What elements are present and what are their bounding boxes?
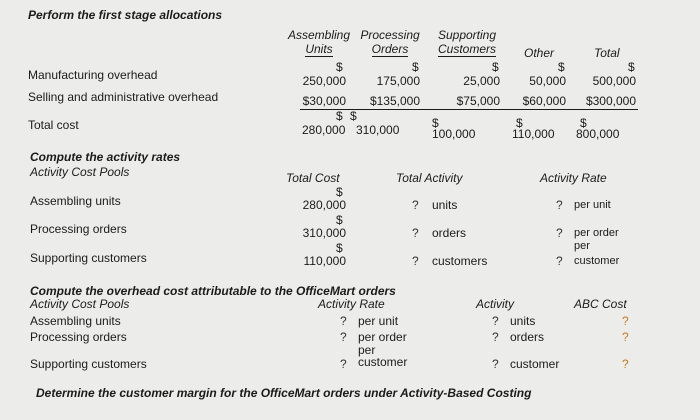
overhead-rate-header: Activity Rate: [318, 297, 385, 311]
rates-cost-value: 110,000: [303, 254, 346, 268]
header-supporting-customers: [434, 28, 500, 57]
rates-rate-unit: per order: [574, 227, 619, 239]
overhead-rate-unit: per: [358, 343, 376, 357]
rates-heading: Compute the activity rates: [30, 150, 181, 164]
mfg-other-value: 50,000: [529, 74, 566, 88]
sa-other-value: $60,000: [522, 94, 566, 108]
dollar-sign: $: [336, 213, 343, 227]
rates-rate-input[interactable]: ?: [556, 254, 563, 268]
overhead-rate-input[interactable]: ?: [340, 330, 347, 344]
mfg-processing-value: 175,000: [376, 74, 420, 88]
rates-activity-unit: units: [432, 198, 458, 212]
overhead-row-label: Processing orders: [30, 330, 127, 344]
rates-activity-rate-header: Activity Rate: [540, 171, 607, 185]
rates-total-cost-header: Total Cost: [286, 171, 340, 185]
overhead-activity-input[interactable]: ?: [492, 357, 499, 371]
total-assembling-value: 280,000: [302, 123, 346, 137]
mfg-supporting-value: 25,000: [463, 74, 500, 88]
header-assembling-units: [280, 28, 358, 57]
overhead-heading: Compute the overhead cost attributable to the OfficeMart orders: [30, 284, 396, 298]
dollar-sign: $: [412, 60, 419, 74]
row-label-selling-admin-overhead: Selling and administrative overhead: [28, 90, 219, 104]
rates-row-label: Supporting customers: [30, 251, 147, 265]
overhead-activity-unit: units: [510, 314, 536, 328]
mfg-total-value: 500,000: [592, 74, 636, 88]
overhead-rate-unit: customer: [358, 355, 408, 369]
rates-rate-input[interactable]: ?: [556, 226, 563, 240]
dollar-sign: $: [336, 185, 343, 199]
dollar-sign: $: [336, 241, 343, 255]
dollar-sign: $: [516, 116, 523, 130]
mfg-assembling-value: 250,000: [302, 74, 346, 88]
rates-rate-input[interactable]: ?: [556, 198, 563, 212]
overhead-row-label: Assembling units: [30, 314, 121, 328]
dollar-sign: $: [336, 109, 343, 123]
header-assembling-line2: Units: [305, 42, 333, 56]
header-processing-orders: [357, 28, 423, 57]
overhead-abc-header: ABC Cost: [574, 297, 627, 311]
rates-pools-header: Activity Cost Pools: [30, 165, 130, 179]
total-total-value: 800,000: [576, 127, 620, 141]
total-supporting-value: 100,000: [432, 127, 476, 141]
rates-rate-unit: customer: [574, 255, 620, 267]
row-label-total-cost: Total cost: [28, 118, 79, 132]
dollar-sign: $: [628, 60, 635, 74]
rates-cost-value: 280,000: [302, 198, 346, 212]
overhead-activity-input[interactable]: ?: [492, 330, 499, 344]
overhead-abc-input[interactable]: ?: [622, 357, 629, 371]
sa-processing-value: $135,000: [369, 94, 420, 108]
dollar-sign: $: [336, 60, 343, 74]
overhead-activity-unit: orders: [510, 330, 545, 344]
header-other: Other: [524, 46, 555, 60]
margin-heading: Determine the customer margin for the OfficeMart orders under Activity-Based Costing: [36, 386, 532, 400]
rates-activity-unit: orders: [432, 226, 467, 240]
sa-assembling-value: $30,000: [302, 94, 346, 108]
overhead-rate-unit: per order: [358, 330, 407, 344]
overhead-abc-input[interactable]: ?: [622, 330, 629, 344]
dollar-sign: $: [580, 116, 587, 130]
rates-activity-unit: customers: [432, 254, 488, 268]
rates-activity-input[interactable]: ?: [412, 226, 419, 240]
overhead-row-label: Supporting customers: [30, 357, 147, 371]
page-title: Perform the first stage allocations: [28, 8, 223, 22]
rates-rate-unit: per unit: [574, 199, 611, 211]
overhead-activity-unit: customer: [510, 357, 560, 371]
overhead-abc-input[interactable]: ?: [622, 314, 629, 328]
header-assembling-line1: Assembling: [287, 28, 351, 42]
total-other-value: 110,000: [512, 127, 555, 141]
dollar-sign: $: [492, 60, 499, 74]
header-processing-line2: Orders: [371, 42, 409, 56]
header-supporting-line2: Customers: [437, 42, 496, 56]
overhead-pools-header: Activity Cost Pools: [30, 297, 130, 311]
rates-activity-input[interactable]: ?: [412, 254, 419, 268]
rates-rate-unit: per: [574, 240, 590, 252]
dollar-sign: $: [558, 60, 565, 74]
header-total: Total: [594, 46, 620, 60]
sa-supporting-value: $75,000: [456, 94, 500, 108]
rates-activity-input[interactable]: ?: [412, 198, 419, 212]
total-processing-value: 310,000: [356, 123, 400, 137]
header-supporting-line1: Supporting: [437, 28, 497, 42]
overhead-rate-input[interactable]: ?: [340, 314, 347, 328]
row-label-manufacturing-overhead: Manufacturing overhead: [28, 68, 158, 82]
dollar-sign: $: [350, 109, 357, 123]
rates-row-label: Processing orders: [30, 222, 127, 236]
dollar-sign: $: [432, 116, 439, 130]
overhead-rate-unit: per unit: [358, 314, 399, 328]
overhead-rate-input[interactable]: ?: [340, 357, 347, 371]
rates-row-label: Assembling units: [30, 194, 121, 208]
sa-total-value: $300,000: [585, 94, 636, 108]
overhead-activity-input[interactable]: ?: [492, 314, 499, 328]
rates-total-activity-header: Total Activity: [396, 171, 463, 185]
overhead-activity-header: Activity: [476, 297, 515, 311]
rates-cost-value: 310,000: [302, 226, 346, 240]
header-processing-line1: Processing: [360, 28, 420, 42]
